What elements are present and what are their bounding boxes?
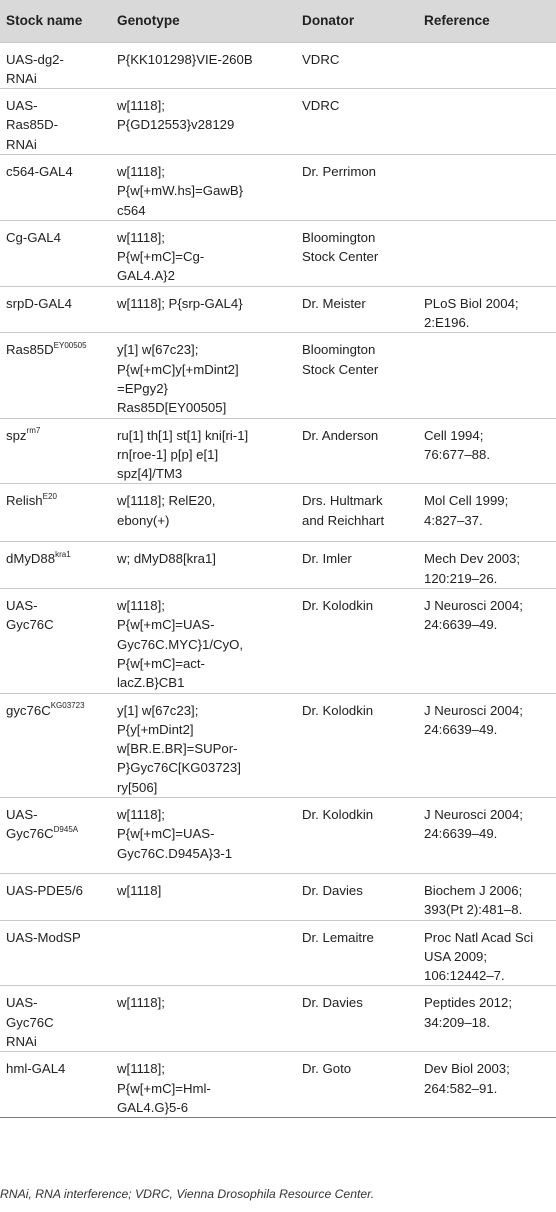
table-row: [0, 418, 556, 484]
table-body: [0, 42, 556, 1118]
cell-donator: Dr. Davies: [302, 995, 363, 1011]
cell-stock-name: [0, 589, 110, 693]
cell-reference: Mol Cell 1999; 4:827–37.: [424, 493, 509, 528]
stock-name-text: Cg-GAL4: [6, 229, 61, 245]
header-donator: Donator: [302, 13, 355, 29]
stock-name-text: UAS- Gyc76C: [6, 598, 54, 633]
table-row: [0, 89, 556, 155]
stock-name-text: dMyD88: [6, 551, 56, 567]
cell-reference: Biochem J 2006; 393(Pt 2):481–8.: [424, 883, 523, 918]
cell-genotype: w[1118]: [117, 883, 162, 898]
header-genotype: Genotype: [117, 13, 180, 29]
cell-stock-name: [0, 693, 110, 797]
cell-donator: Dr. Davies: [302, 883, 363, 898]
cell-stock-name: [0, 874, 110, 921]
cell-donator: Dr. Lemaitre: [302, 929, 374, 945]
cell-genotype: w[1118]; RelE20, ebony(+): [117, 493, 216, 528]
cell-genotype: w[1118]; P{w[+mC]=Hml- GAL4.G}5-6: [117, 1061, 211, 1115]
table-row: [0, 920, 556, 986]
table-row: [0, 589, 556, 693]
cell-stock-name: [0, 333, 110, 418]
allele-superscript: rm7: [26, 426, 41, 436]
table-row: [0, 798, 556, 874]
cell-donator: Dr. Kolodkin: [302, 598, 374, 614]
stock-name-text: UAS-dg2- RNAi: [6, 51, 64, 86]
table-row: [0, 154, 556, 220]
stock-name-text: UAS-ModSP: [6, 929, 81, 945]
allele-superscript: D945A: [53, 824, 79, 834]
cell-stock-name: [0, 1052, 110, 1118]
cell-reference: Peptides 2012; 34:209–18.: [424, 995, 512, 1030]
allele-superscript: EY00505: [53, 340, 87, 350]
cell-reference: Mech Dev 2003; 120:219–26.: [424, 551, 521, 586]
cell-donator: Dr. Meister: [302, 295, 366, 311]
cell-stock-name: [0, 220, 110, 286]
cell-stock-name: [0, 286, 110, 333]
cell-donator: VDRC: [302, 98, 340, 114]
header-reference: Reference: [424, 13, 490, 29]
stock-name-text: UAS- Gyc76C RNAi: [6, 995, 54, 1050]
cell-reference: [417, 89, 556, 155]
stock-name-text: spz: [6, 427, 27, 443]
cell-genotype: w[1118];: [117, 995, 165, 1011]
cell-stock-name: [0, 484, 110, 542]
cell-donator: Dr. Kolodkin: [302, 702, 374, 718]
cell-reference: Dev Biol 2003; 264:582–91.: [424, 1061, 510, 1096]
cell-genotype: w; dMyD88[kra1]: [117, 551, 216, 567]
cell-donator: Dr. Kolodkin: [302, 807, 374, 822]
cell-genotype: w[1118]; P{w[+mC]=UAS- Gyc76C.MYC}1/CyO, P{w[+mC]=act- lacZ.B}CB1: [117, 598, 244, 691]
cell-genotype: w[1118]; P{w[+mC]=UAS- Gyc76C.D945A}3-1: [117, 807, 233, 861]
allele-superscript: kra1: [55, 550, 71, 560]
table-row: [0, 333, 556, 418]
cell-genotype: ru[1] th[1] st[1] kni[ri-1] rn[roe-1] p[p] e[1] spz[4]/TM3: [117, 427, 249, 482]
stock-name-text: UAS- Ras85D- RNAi: [6, 98, 59, 152]
table-row: [0, 220, 556, 286]
cell-reference: J Neurosci 2004; 24:6639–49.: [424, 598, 523, 633]
cell-reference: [417, 220, 556, 286]
cell-reference: J Neurosci 2004; 24:6639–49.: [424, 807, 523, 842]
cell-genotype: P{KK101298}VIE-260B: [117, 51, 253, 67]
cell-reference: Proc Natl Acad Sci USA 2009; 106:12442–7.: [424, 929, 534, 984]
table-row: [0, 1052, 556, 1118]
stock-name-text: hml-GAL4: [6, 1061, 66, 1077]
cell-genotype: w[1118]; P{srp-GAL4}: [117, 295, 243, 311]
cell-stock-name: [0, 798, 110, 874]
table-row: [0, 484, 556, 542]
cell-donator: Dr. Goto: [302, 1061, 352, 1077]
cell-genotype: w[1118]; P{GD12553}v28129: [117, 98, 235, 133]
cell-stock-name: [0, 920, 110, 986]
cell-reference: PLoS Biol 2004; 2:E196.: [424, 295, 519, 331]
stock-name-text: UAS-PDE5/6: [6, 883, 83, 898]
cell-donator: VDRC: [302, 51, 340, 67]
cell-donator: Bloomington Stock Center: [302, 342, 379, 377]
cell-reference: Cell 1994; 76:677–88.: [424, 427, 491, 462]
table-row: [0, 542, 556, 589]
cell-genotype: y[1] w[67c23]; P{y[+mDint2] w[BR.E.BR]=SUPor- P}Gyc76C[KG03723] ry[506]: [117, 702, 241, 795]
header-stock-name: Stock name: [6, 13, 83, 29]
cell-donator: Bloomington Stock Center: [302, 229, 379, 265]
cell-stock-name: [0, 154, 110, 220]
cell-donator: Dr. Imler: [302, 551, 352, 567]
stock-name-text: srpD-GAL4: [6, 295, 72, 311]
cell-reference: [417, 333, 556, 418]
cell-reference: [417, 42, 556, 89]
allele-superscript: E20: [42, 492, 57, 502]
cell-genotype: y[1] w[67c23]; P{w[+mC]y[+mDint2] =EPgy2} Ras85D[EY00505]: [117, 342, 239, 416]
stock-name-text: UAS- Gyc76C: [6, 807, 54, 842]
table-row: [0, 874, 556, 921]
table-row: [0, 42, 556, 89]
cell-reference: J Neurosci 2004; 24:6639–49.: [424, 702, 523, 737]
cell-donator: Dr. Perrimon: [302, 163, 377, 179]
cell-reference: [417, 154, 556, 220]
cell-genotype: w[1118]; P{w[+mW.hs]=GawB} c564: [117, 163, 244, 218]
table-row: [0, 286, 556, 333]
table-footnote: RNAi, RNA interference; VDRC, Vienna Drosophila Resource Center.: [0, 1187, 375, 1201]
cell-donator: Drs. Hultmark and Reichhart: [302, 493, 385, 528]
allele-superscript: KG03723: [50, 701, 85, 711]
cell-stock-name: [0, 89, 110, 155]
cell-genotype: w[1118]; P{w[+mC]=Cg- GAL4.A}2: [117, 229, 205, 284]
header-row: [0, 0, 556, 42]
cell-stock-name: [0, 986, 110, 1052]
cell-genotype: [110, 920, 295, 986]
stock-name-text: gyc76C: [6, 702, 51, 718]
stock-name-text: c564-GAL4: [6, 163, 73, 179]
stock-name-text: Relish: [6, 493, 43, 509]
table-row: [0, 986, 556, 1052]
cell-stock-name: [0, 42, 110, 89]
table-row: [0, 693, 556, 797]
cell-stock-name: [0, 418, 110, 484]
cell-donator: Dr. Anderson: [302, 427, 379, 443]
stock-name-text: Ras85D: [6, 342, 54, 358]
cell-stock-name: [0, 542, 110, 589]
